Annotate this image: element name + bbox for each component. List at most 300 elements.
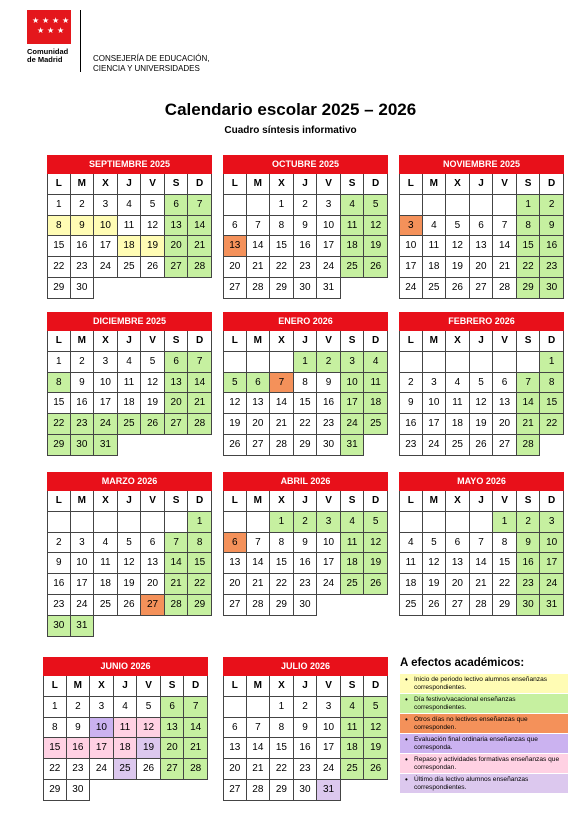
day-cell: 1	[47, 352, 71, 373]
day-cell: 20	[247, 414, 271, 435]
day-cell: 16	[294, 236, 318, 257]
day-cell: 12	[364, 718, 388, 739]
weekday-header: X	[270, 676, 294, 697]
day-cell: 17	[317, 738, 341, 759]
day-cell: 30	[294, 595, 318, 616]
day-cell: 13	[161, 718, 185, 739]
weekday-header: S	[165, 491, 189, 512]
weekday-header: L	[47, 174, 71, 195]
day-cell: 16	[399, 414, 423, 435]
day-cell: 10	[94, 216, 118, 237]
empty-cell	[165, 435, 189, 456]
weekday-header: L	[223, 676, 247, 697]
day-cell: 21	[165, 574, 189, 595]
day-cell: 10	[94, 373, 118, 394]
day-cell: 24	[341, 414, 365, 435]
day-cell: 3	[540, 512, 564, 533]
weekday-header: D	[364, 491, 388, 512]
day-cell: 14	[517, 393, 541, 414]
day-cell: 8	[188, 533, 212, 554]
day-cell: 2	[67, 697, 91, 718]
day-cell: 2	[540, 195, 564, 216]
day-cell: 1	[294, 352, 318, 373]
weekday-header: X	[446, 174, 470, 195]
day-cell: 25	[118, 257, 142, 278]
day-cell: 26	[137, 759, 161, 780]
weekday-header: V	[493, 174, 517, 195]
weekday-header: S	[341, 174, 365, 195]
weekday-header: D	[188, 491, 212, 512]
day-cell: 13	[470, 236, 494, 257]
weekday-header: L	[399, 491, 423, 512]
day-cell: 17	[317, 236, 341, 257]
day-cell: 2	[317, 352, 341, 373]
day-cell: 19	[446, 257, 470, 278]
month-title: MARZO 2026	[47, 472, 212, 491]
day-cell: 24	[94, 257, 118, 278]
day-cell: 23	[71, 414, 95, 435]
day-cell: 26	[223, 435, 247, 456]
day-cell: 24	[399, 278, 423, 299]
weekday-header: L	[399, 174, 423, 195]
day-cell: 1	[540, 352, 564, 373]
day-cell: 20	[446, 574, 470, 595]
empty-cell	[517, 352, 541, 373]
legend	[400, 657, 568, 794]
day-cell: 23	[67, 759, 91, 780]
day-cell: 21	[517, 414, 541, 435]
legend-item	[400, 774, 568, 794]
empty-cell	[118, 616, 142, 637]
day-cell: 26	[470, 435, 494, 456]
day-cell: 20	[223, 574, 247, 595]
day-cell: 25	[341, 574, 365, 595]
empty-cell	[341, 595, 365, 616]
day-cell: 11	[341, 533, 365, 554]
day-cell: 3	[94, 352, 118, 373]
legend-item-text: Inicio de periodo lectivo alumnos enseñanzas correspondientes.	[414, 676, 548, 691]
day-cell: 25	[423, 278, 447, 299]
empty-cell	[165, 512, 189, 533]
weekday-header: D	[364, 174, 388, 195]
day-cell: 10	[317, 533, 341, 554]
day-cell: 26	[141, 257, 165, 278]
day-cell: 18	[94, 574, 118, 595]
empty-cell	[141, 616, 165, 637]
day-cell: 19	[423, 574, 447, 595]
day-cell: 2	[399, 373, 423, 394]
day-cell: 28	[188, 414, 212, 435]
day-cell: 10	[317, 216, 341, 237]
weekday-header: J	[114, 676, 138, 697]
bullet-icon: •	[405, 775, 408, 784]
day-cell: 20	[470, 257, 494, 278]
weekday-header: L	[223, 174, 247, 195]
day-cell: 14	[247, 738, 271, 759]
day-cell: 27	[223, 278, 247, 299]
weekday-header: M	[247, 174, 271, 195]
weekday-header: M	[423, 331, 447, 352]
day-cell: 10	[423, 393, 447, 414]
weekday-header: V	[317, 174, 341, 195]
day-cell: 22	[493, 574, 517, 595]
legend-item	[400, 734, 568, 754]
legend-item	[400, 694, 568, 714]
day-cell: 19	[364, 553, 388, 574]
day-cell: 30	[294, 780, 318, 801]
weekday-header: D	[540, 331, 564, 352]
day-cell: 12	[137, 718, 161, 739]
day-cell: 20	[165, 236, 189, 257]
day-cell: 5	[223, 373, 247, 394]
day-cell: 6	[223, 533, 247, 554]
day-cell: 22	[294, 414, 318, 435]
weekday-header: J	[294, 676, 318, 697]
day-cell: 6	[141, 533, 165, 554]
day-cell: 27	[470, 278, 494, 299]
day-cell: 15	[294, 393, 318, 414]
day-cell: 29	[493, 595, 517, 616]
day-cell: 4	[118, 195, 142, 216]
day-cell: 15	[47, 393, 71, 414]
day-cell: 26	[364, 574, 388, 595]
empty-cell	[184, 780, 208, 801]
weekday-header: L	[47, 331, 71, 352]
bullet-icon: •	[405, 715, 408, 724]
day-cell: 15	[188, 553, 212, 574]
day-cell: 12	[223, 393, 247, 414]
month-9	[43, 657, 208, 801]
empty-cell	[188, 616, 212, 637]
month-title: SEPTIEMBRE 2025	[47, 155, 212, 174]
bullet-icon: •	[405, 695, 408, 704]
day-cell: 2	[71, 352, 95, 373]
day-cell: 19	[223, 414, 247, 435]
day-cell: 1	[270, 512, 294, 533]
day-cell: 14	[247, 553, 271, 574]
empty-cell	[423, 195, 447, 216]
day-cell: 26	[118, 595, 142, 616]
weekday-header: S	[341, 491, 365, 512]
day-cell: 20	[493, 414, 517, 435]
empty-cell	[446, 512, 470, 533]
weekday-header: D	[184, 676, 208, 697]
day-cell: 21	[247, 257, 271, 278]
day-cell: 20	[161, 738, 185, 759]
day-cell: 18	[114, 738, 138, 759]
empty-cell	[270, 352, 294, 373]
day-cell: 18	[118, 393, 142, 414]
month-0	[47, 155, 212, 299]
day-cell: 3	[317, 512, 341, 533]
weekday-header: V	[137, 676, 161, 697]
day-cell: 15	[517, 236, 541, 257]
day-cell: 21	[470, 574, 494, 595]
day-cell: 19	[137, 738, 161, 759]
day-cell: 3	[423, 373, 447, 394]
weekday-header: X	[270, 491, 294, 512]
day-cell: 2	[47, 533, 71, 554]
day-cell: 23	[540, 257, 564, 278]
empty-cell	[118, 512, 142, 533]
day-cell: 22	[47, 257, 71, 278]
empty-cell	[223, 697, 247, 718]
day-cell: 22	[270, 574, 294, 595]
day-cell: 15	[270, 738, 294, 759]
day-cell: 28	[188, 257, 212, 278]
day-cell: 6	[493, 373, 517, 394]
month-title: ABRIL 2026	[223, 472, 388, 491]
day-cell: 4	[399, 533, 423, 554]
month-2	[399, 155, 564, 299]
day-cell: 29	[47, 435, 71, 456]
legend-item-text: Otros días no lectivos enseñanzas que corresponden.	[414, 716, 528, 731]
day-cell: 2	[71, 195, 95, 216]
day-cell: 4	[446, 373, 470, 394]
day-cell: 12	[364, 533, 388, 554]
legend-item	[400, 674, 568, 694]
day-cell: 9	[47, 553, 71, 574]
day-cell: 13	[223, 553, 247, 574]
day-cell: 5	[423, 533, 447, 554]
dept-line1: CONSEJERÍA DE EDUCACIÓN,	[93, 54, 210, 63]
weekday-header: X	[94, 174, 118, 195]
day-cell: 9	[71, 216, 95, 237]
month-grid	[399, 174, 564, 299]
day-cell: 24	[71, 595, 95, 616]
comunidad-madrid-logo	[27, 10, 81, 64]
day-cell: 2	[294, 697, 318, 718]
day-cell: 6	[247, 373, 271, 394]
day-cell: 9	[294, 533, 318, 554]
day-cell: 17	[399, 257, 423, 278]
day-cell: 8	[493, 533, 517, 554]
day-cell: 7	[247, 216, 271, 237]
day-cell: 17	[423, 414, 447, 435]
day-cell: 23	[517, 574, 541, 595]
month-title: ENERO 2026	[223, 312, 388, 331]
day-cell: 31	[317, 780, 341, 801]
weekday-header: M	[71, 491, 95, 512]
weekday-header: X	[94, 331, 118, 352]
day-cell: 5	[364, 512, 388, 533]
day-cell: 28	[247, 780, 271, 801]
month-8	[399, 472, 564, 616]
weekday-header: S	[517, 331, 541, 352]
bullet-icon: •	[405, 675, 408, 684]
empty-cell	[423, 512, 447, 533]
day-cell: 14	[165, 553, 189, 574]
month-grid	[223, 174, 388, 299]
day-cell: 11	[364, 373, 388, 394]
day-cell: 1	[270, 195, 294, 216]
month-7	[223, 472, 388, 616]
day-cell: 31	[71, 616, 95, 637]
weekday-header: M	[247, 331, 271, 352]
day-cell: 12	[470, 393, 494, 414]
day-cell: 19	[141, 393, 165, 414]
day-cell: 3	[317, 195, 341, 216]
day-cell: 3	[71, 533, 95, 554]
day-cell: 10	[71, 553, 95, 574]
day-cell: 27	[247, 435, 271, 456]
weekday-header: M	[423, 174, 447, 195]
day-cell: 11	[446, 393, 470, 414]
empty-cell	[114, 780, 138, 801]
day-cell: 11	[118, 373, 142, 394]
department-name	[93, 54, 209, 74]
month-title: NOVIEMBRE 2025	[399, 155, 564, 174]
day-cell: 30	[317, 435, 341, 456]
month-title: MAYO 2026	[399, 472, 564, 491]
day-cell: 16	[294, 553, 318, 574]
weekday-header: D	[364, 331, 388, 352]
day-cell: 23	[47, 595, 71, 616]
empty-cell	[341, 780, 365, 801]
day-cell: 28	[184, 759, 208, 780]
legend-item	[400, 754, 568, 774]
weekday-header: J	[294, 491, 318, 512]
empty-cell	[470, 195, 494, 216]
empty-cell	[247, 512, 271, 533]
day-cell: 25	[364, 414, 388, 435]
day-cell: 25	[399, 595, 423, 616]
day-cell: 24	[317, 759, 341, 780]
day-cell: 14	[188, 216, 212, 237]
weekday-header: L	[223, 331, 247, 352]
day-cell: 5	[470, 373, 494, 394]
day-cell: 9	[294, 718, 318, 739]
legend-item-text: Evaluación final ordinaria enseñanzas que corresponda.	[414, 736, 538, 751]
day-cell: 28	[165, 595, 189, 616]
day-cell: 23	[317, 414, 341, 435]
day-cell: 23	[294, 257, 318, 278]
weekday-header: S	[517, 174, 541, 195]
month-3	[47, 312, 212, 456]
day-cell: 2	[294, 195, 318, 216]
day-cell: 21	[184, 738, 208, 759]
month-grid	[47, 491, 212, 637]
day-cell: 22	[540, 414, 564, 435]
month-grid	[43, 676, 208, 801]
weekday-header: V	[317, 676, 341, 697]
day-cell: 28	[247, 595, 271, 616]
day-cell: 6	[446, 533, 470, 554]
day-cell: 8	[47, 373, 71, 394]
day-cell: 8	[270, 216, 294, 237]
weekday-header: V	[317, 491, 341, 512]
day-cell: 23	[294, 574, 318, 595]
weekday-header: V	[317, 331, 341, 352]
empty-cell	[223, 195, 247, 216]
day-cell: 5	[118, 533, 142, 554]
month-title: JULIO 2026	[223, 657, 388, 676]
weekday-header: D	[364, 676, 388, 697]
day-cell: 17	[94, 393, 118, 414]
month-title: FEBRERO 2026	[399, 312, 564, 331]
day-cell: 25	[94, 595, 118, 616]
day-cell: 4	[341, 512, 365, 533]
day-cell: 5	[364, 697, 388, 718]
day-cell: 1	[493, 512, 517, 533]
weekday-header: X	[94, 491, 118, 512]
bullet-icon: •	[405, 735, 408, 744]
day-cell: 15	[43, 738, 67, 759]
weekday-header: D	[188, 331, 212, 352]
day-cell: 7	[493, 216, 517, 237]
day-cell: 24	[94, 414, 118, 435]
day-cell: 18	[364, 393, 388, 414]
page-subtitle: Cuadro síntesis informativo	[224, 125, 357, 136]
day-cell: 1	[188, 512, 212, 533]
day-cell: 13	[493, 393, 517, 414]
day-cell: 10	[540, 533, 564, 554]
empty-cell	[47, 512, 71, 533]
day-cell: 8	[294, 373, 318, 394]
weekday-header: L	[43, 676, 67, 697]
month-title: JUNIO 2026	[43, 657, 208, 676]
day-cell: 30	[67, 780, 91, 801]
day-cell: 16	[517, 553, 541, 574]
day-cell: 8	[517, 216, 541, 237]
day-cell: 16	[71, 236, 95, 257]
bullet-icon: •	[405, 755, 408, 764]
empty-cell	[470, 352, 494, 373]
day-cell: 9	[294, 216, 318, 237]
day-cell: 6	[470, 216, 494, 237]
weekday-header: M	[71, 331, 95, 352]
day-cell: 31	[94, 435, 118, 456]
day-cell: 5	[364, 195, 388, 216]
day-cell: 1	[517, 195, 541, 216]
weekday-header: S	[341, 331, 365, 352]
day-cell: 6	[165, 352, 189, 373]
day-cell: 5	[446, 216, 470, 237]
day-cell: 29	[47, 278, 71, 299]
day-cell: 16	[47, 574, 71, 595]
day-cell: 7	[270, 373, 294, 394]
weekday-header: X	[270, 331, 294, 352]
day-cell: 27	[446, 595, 470, 616]
day-cell: 7	[184, 697, 208, 718]
empty-cell	[341, 278, 365, 299]
legend-item-text: Último día lectivo alumnos enseñanzas correspondientes.	[414, 776, 529, 791]
day-cell: 27	[161, 759, 185, 780]
day-cell: 27	[223, 595, 247, 616]
day-cell: 22	[517, 257, 541, 278]
empty-cell	[165, 278, 189, 299]
weekday-header: X	[446, 491, 470, 512]
day-cell: 9	[67, 718, 91, 739]
day-cell: 13	[223, 738, 247, 759]
empty-cell	[399, 195, 423, 216]
month-grid	[399, 331, 564, 456]
empty-cell	[399, 512, 423, 533]
empty-cell	[247, 697, 271, 718]
day-cell: 17	[90, 738, 114, 759]
logo-line2: de Madrid	[27, 55, 63, 64]
weekday-header: D	[540, 174, 564, 195]
day-cell: 28	[517, 435, 541, 456]
day-cell: 6	[161, 697, 185, 718]
day-cell: 12	[118, 553, 142, 574]
empty-cell	[71, 512, 95, 533]
day-cell: 29	[270, 595, 294, 616]
day-cell: 4	[341, 697, 365, 718]
day-cell: 9	[399, 393, 423, 414]
day-cell: 28	[470, 595, 494, 616]
day-cell: 5	[141, 352, 165, 373]
